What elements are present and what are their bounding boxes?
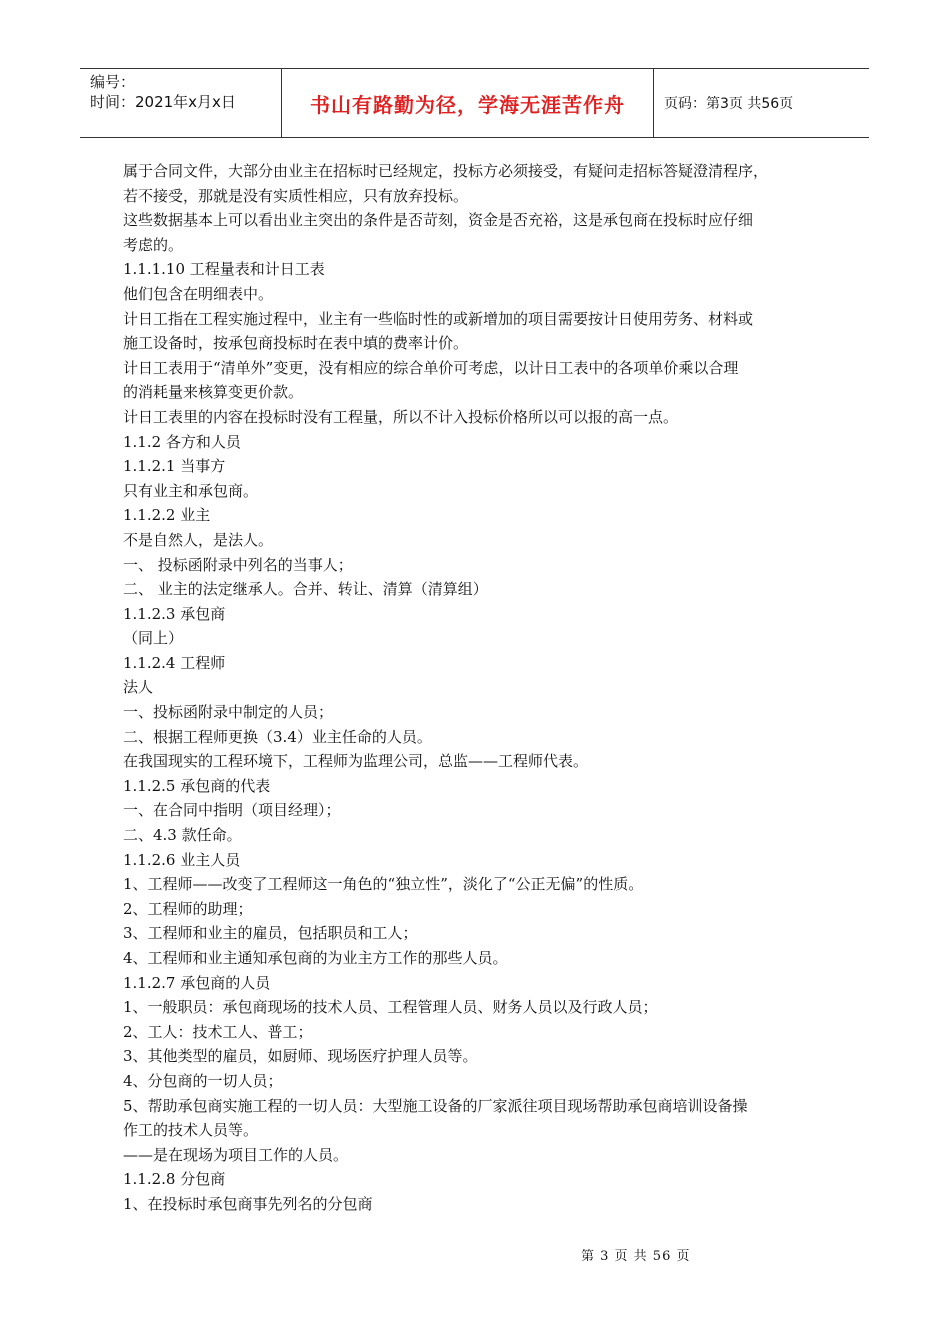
text-line: 一、投标函附录中制定的人员；	[123, 703, 334, 722]
text-line: 计日工表用于“清单外”变更，没有相应的综合单价可考虑，以计日工表中的各项单价乘以合理	[123, 358, 739, 377]
document-body	[123, 159, 833, 1217]
text-line: 2、工程师的助理；	[123, 899, 253, 918]
text-line: 作工的技术人员等。	[123, 1121, 259, 1140]
text-line: 若不接受，那就是没有实质性相应，只有放弃投标。	[123, 186, 469, 205]
text-line: 二、 业主的法定继承人。合并、转让、清算（清算组）	[123, 580, 488, 599]
text-line: 1、工程师——改变了工程师这一角色的“独立性”，淡化了“公正无偏”的性质。	[123, 875, 644, 894]
text-line: 1.1.2.8 分包商	[123, 1170, 226, 1189]
page-header	[80, 68, 869, 138]
doc-number-label: 编号：	[90, 73, 136, 91]
text-line: 计日工表里的内容在投标时没有工程量，所以不计入投标价格所以可以报的高一点。	[123, 407, 679, 426]
text-line: 1.1.2.7 承包商的人员	[123, 973, 271, 992]
text-line: （同上）	[123, 629, 184, 648]
header-meta	[80, 69, 282, 137]
text-line: 4、分包商的一切人员；	[123, 1071, 283, 1090]
header-motto: 书山有路勤为径，学海无涯苦作舟	[282, 69, 654, 137]
text-line: 1.1.1.10 工程量表和计日工表	[123, 260, 325, 279]
header-page-info: 页码：第3页 共56页	[664, 96, 794, 112]
text-line: 2、工人：技术工人、普工；	[123, 1022, 313, 1041]
text-line: 计日工指在工程实施过程中，业主有一些临时性的或新增加的项目需要按计日使用劳务、材料或	[123, 309, 754, 328]
text-line: 属于合同文件，大部分由业主在招标时已经规定，投标方必须接受，有疑问走招标答疑澄清程序，	[123, 162, 769, 180]
text-line: 1.1.2.5 承包商的代表	[123, 776, 271, 795]
text-line: 的消耗量来核算变更价款。	[123, 383, 304, 402]
text-line: 1.1.2.1 当事方	[123, 457, 226, 476]
text-line: 法人	[123, 678, 154, 697]
text-line: 1.1.2.4 工程师	[123, 653, 226, 672]
text-line: 在我国现实的工程环境下，工程师为监理公司，总监——工程师代表。	[123, 752, 589, 771]
text-line: 5、帮助承包商实施工程的一切人员：大型施工设备的厂家派往项目现场帮助承包商培训设备操	[123, 1096, 748, 1115]
text-line: 1.1.2.3 承包商	[123, 604, 226, 623]
text-line: 3、工程师和业主的雇员，包括职员和工人；	[123, 924, 418, 943]
text-line: 不是自然人，是法人。	[123, 530, 274, 549]
text-line: 3、其他类型的雇员，如厨师、现场医疗护理人员等。	[123, 1047, 478, 1066]
text-line: 二、4.3 款任命。	[123, 826, 242, 845]
text-line: 1.1.2.6 业主人员	[123, 850, 241, 869]
text-line: 1.1.2 各方和人员	[123, 432, 241, 451]
text-line: 施工设备时，按承包商投标时在表中填的费率计价。	[123, 334, 469, 353]
text-line: 1.1.2.2 业主	[123, 506, 211, 525]
text-line: 这些数据基本上可以看出业主突出的条件是否苛刻，资金是否充裕，这是承包商在投标时应仔细	[123, 211, 754, 230]
text-line: 他们包含在明细表中。	[123, 284, 274, 303]
text-line: ——是在现场为项目工作的人员。	[123, 1145, 349, 1164]
text-line: 二、根据工程师更换（3.4）业主任命的人员。	[123, 727, 432, 746]
text-line: 一、 投标函附录中列名的当事人；	[123, 555, 353, 574]
text-line: 考虑的。	[123, 235, 184, 254]
text-line: 一、在合同中指明（项目经理）；	[123, 801, 341, 820]
text-line: 1、一般职员：承包商现场的技术人员、工程管理人员、财务人员以及行政人员；	[123, 998, 658, 1017]
text-line: 只有业主和承包商。	[123, 481, 259, 500]
text-line: 4、工程师和业主通知承包商的为业主方工作的那些人员。	[123, 949, 508, 967]
doc-date: 时间：2021年x月x日	[90, 93, 236, 111]
page-footer: 第 3 页 共 56 页	[581, 1249, 691, 1264]
text-line: 1、在投标时承包商事先列名的分包商	[123, 1194, 373, 1213]
